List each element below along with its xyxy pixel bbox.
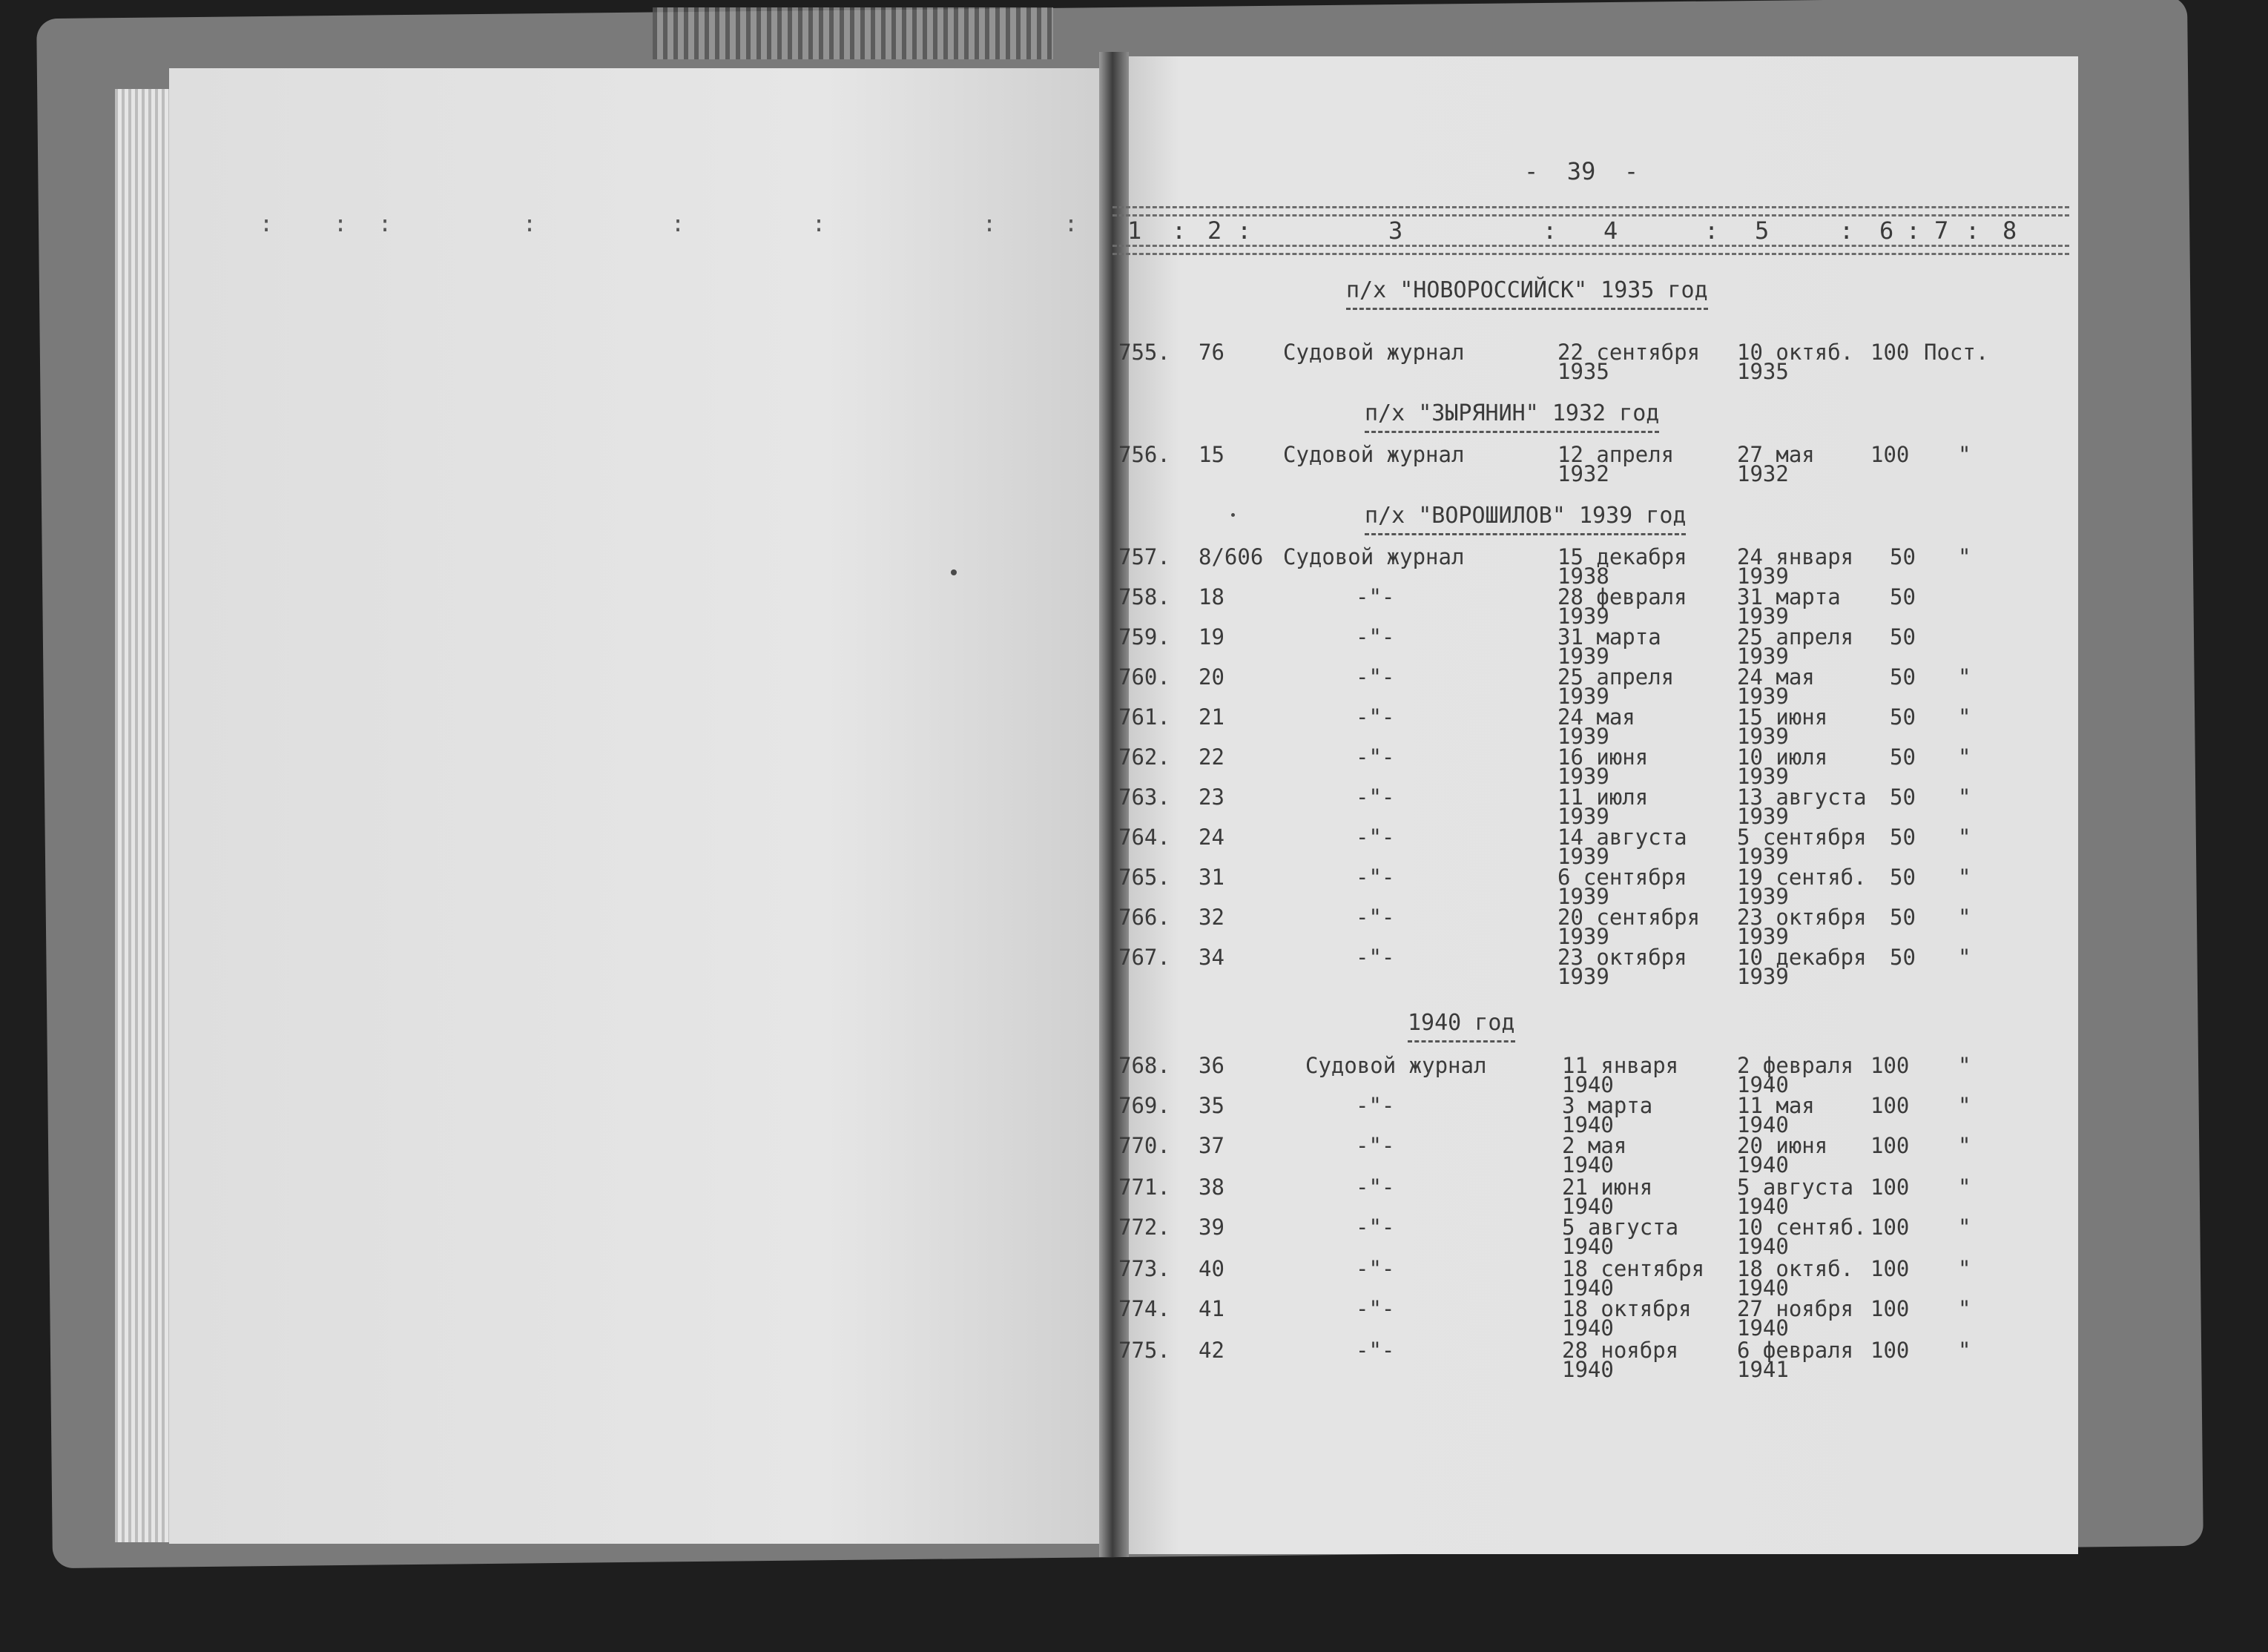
cell-item: 35	[1199, 1093, 1224, 1118]
cell-num: 772.	[1118, 1215, 1170, 1240]
cell-start: 5 августа 1940	[1562, 1215, 1679, 1259]
cell-end: 10 июля 1939	[1737, 744, 1828, 789]
cell-end: 13 августа 1939	[1737, 784, 1867, 829]
cell-start: 20 сентября 1939	[1557, 905, 1701, 949]
cell-sheets: 100	[1870, 442, 1910, 467]
column-header: :	[1237, 217, 1252, 245]
cell-note: "	[1958, 945, 1971, 970]
cell-end: 11 мая 1940	[1737, 1093, 1815, 1137]
cell-num: 773.	[1118, 1256, 1170, 1281]
cell-sheets: 100	[1870, 1296, 1910, 1321]
cell-start: 28 ноября 1940	[1562, 1338, 1679, 1382]
cell-sheets: 100	[1870, 1256, 1910, 1281]
cell-note: "	[1958, 784, 1971, 810]
cell-num: 766.	[1118, 905, 1170, 930]
cell-sheets: 100	[1870, 1053, 1910, 1078]
cell-item: 37	[1199, 1133, 1224, 1158]
cell-sheets: 100	[1870, 1174, 1910, 1200]
cell-start: 24 мая 1939	[1557, 704, 1635, 749]
cell-note: "	[1958, 1133, 1971, 1158]
section-title: п/х "ВОРОШИЛОВ" 1939 год	[1365, 503, 1686, 535]
cell-item: 22	[1199, 744, 1224, 770]
cell-note: "	[1958, 825, 1971, 850]
section-title: 1940 год	[1408, 1010, 1515, 1043]
cell-title: -"-	[1356, 905, 1395, 930]
cell-num: 758.	[1118, 584, 1170, 609]
cell-note: "	[1958, 1053, 1971, 1078]
cell-sheets: 100	[1870, 1133, 1910, 1158]
cell-start: 28 февраля 1939	[1557, 584, 1687, 629]
header-rule-top	[1112, 206, 2069, 217]
cell-end: 15 июня 1939	[1737, 704, 1828, 749]
cell-num: 759.	[1118, 624, 1170, 650]
cell-item: 20	[1199, 664, 1224, 690]
cell-start: 22 сентября 1935	[1557, 340, 1701, 384]
column-separator: :	[1064, 211, 1078, 237]
cell-sheets: 50	[1890, 624, 1916, 650]
cell-num: 755.	[1118, 340, 1170, 365]
cell-num: 757.	[1118, 544, 1170, 569]
cell-note: "	[1958, 1296, 1971, 1321]
cell-start: 12 апреля 1932	[1557, 442, 1675, 486]
cell-title: -"-	[1356, 584, 1395, 609]
cell-item: 42	[1199, 1338, 1224, 1363]
cell-title: -"-	[1356, 1133, 1395, 1158]
cell-end: 10 декабря 1939	[1737, 945, 1867, 989]
column-separator: :	[334, 211, 348, 237]
cell-title: -"-	[1356, 664, 1395, 690]
cell-start: 21 июня 1940	[1562, 1174, 1653, 1219]
cell-title: Судовой журнал	[1283, 340, 1465, 365]
cell-item: 8/606	[1199, 544, 1264, 569]
cell-note: "	[1958, 1174, 1971, 1200]
section-title: п/х "ЗЫРЯНИН" 1932 год	[1365, 400, 1659, 433]
cell-num: 774.	[1118, 1296, 1170, 1321]
cell-item: 15	[1199, 442, 1224, 467]
cell-title: -"-	[1356, 825, 1395, 850]
cell-title: -"-	[1356, 1338, 1395, 1363]
cell-title: -"-	[1356, 1296, 1395, 1321]
cell-sheets: 50	[1890, 584, 1916, 609]
cell-note: "	[1958, 1256, 1971, 1281]
cell-sheets: 100	[1870, 1215, 1910, 1240]
cell-end: 24 января 1939	[1737, 544, 1854, 589]
cell-num: 763.	[1118, 784, 1170, 810]
cell-start: 25 апреля 1939	[1557, 664, 1675, 709]
cell-num: 762.	[1118, 744, 1170, 770]
column-header: :	[1906, 217, 1921, 245]
cell-end: 31 марта 1939	[1737, 584, 1841, 629]
column-header: 3	[1388, 217, 1403, 245]
cell-end: 27 ноября 1940	[1737, 1296, 1854, 1341]
column-header: 2	[1207, 217, 1222, 245]
cell-item: 41	[1199, 1296, 1224, 1321]
cell-end: 24 мая 1939	[1737, 664, 1815, 709]
cell-sheets: 50	[1890, 544, 1916, 569]
cell-item: 31	[1199, 865, 1224, 890]
cell-num: 769.	[1118, 1093, 1170, 1118]
column-separator: :	[983, 211, 997, 237]
cell-item: 18	[1199, 584, 1224, 609]
cell-title: -"-	[1356, 1174, 1395, 1200]
cell-sheets: 50	[1890, 744, 1916, 770]
cell-num: 768.	[1118, 1053, 1170, 1078]
column-header: 4	[1603, 217, 1618, 245]
cell-start: 23 октября 1939	[1557, 945, 1687, 989]
cell-start: 3 марта 1940	[1562, 1093, 1653, 1137]
ink-spot	[951, 569, 957, 575]
cell-end: 6 февраля 1941	[1737, 1338, 1854, 1382]
cell-item: 19	[1199, 624, 1224, 650]
cell-item: 21	[1199, 704, 1224, 730]
cell-start: 18 сентября 1940	[1562, 1256, 1705, 1301]
cell-sheets: 50	[1890, 704, 1916, 730]
cell-title: -"-	[1356, 1256, 1395, 1281]
cell-end: 27 мая 1932	[1737, 442, 1815, 486]
column-separator: :	[378, 211, 392, 237]
cell-end: 5 августа 1940	[1737, 1174, 1854, 1219]
cell-note: "	[1958, 544, 1971, 569]
column-header: 1	[1127, 217, 1142, 245]
column-header: :	[1965, 217, 1980, 245]
cell-num: 764.	[1118, 825, 1170, 850]
cell-num: 767.	[1118, 945, 1170, 970]
cell-end: 19 сентяб. 1939	[1737, 865, 1867, 909]
cell-title: -"-	[1356, 1215, 1395, 1240]
cell-title: Судовой журнал	[1283, 544, 1465, 569]
cell-sheets: 50	[1890, 945, 1916, 970]
cell-note: "	[1958, 865, 1971, 890]
cell-title: -"-	[1356, 1093, 1395, 1118]
column-separator: :	[523, 211, 537, 237]
cell-end: 25 апреля 1939	[1737, 624, 1854, 669]
cell-note: "	[1958, 1215, 1971, 1240]
cell-num: 770.	[1118, 1133, 1170, 1158]
cell-item: 36	[1199, 1053, 1224, 1078]
cell-start: 18 октября 1940	[1562, 1296, 1692, 1341]
cell-item: 38	[1199, 1174, 1224, 1200]
cell-start: 31 марта 1939	[1557, 624, 1661, 669]
cell-sheets: 100	[1870, 1338, 1910, 1363]
column-header: 7	[1934, 217, 1949, 245]
cell-start: 11 января 1940	[1562, 1053, 1679, 1097]
left-page	[169, 68, 1105, 1544]
cell-item: 34	[1199, 945, 1224, 970]
cell-title: -"-	[1356, 624, 1395, 650]
cell-item: 76	[1199, 340, 1224, 365]
cell-sheets: 50	[1890, 825, 1916, 850]
cell-item: 32	[1199, 905, 1224, 930]
cell-note: "	[1958, 1093, 1971, 1118]
cell-title: -"-	[1356, 945, 1395, 970]
cell-item: 39	[1199, 1215, 1224, 1240]
page-number: - 39 -	[1524, 157, 1639, 185]
cell-num: 760.	[1118, 664, 1170, 690]
cell-sheets: 50	[1890, 905, 1916, 930]
cell-title: -"-	[1356, 865, 1395, 890]
column-separator: :	[260, 211, 274, 237]
cell-end: 2 февраля 1940	[1737, 1053, 1854, 1097]
column-header: :	[1172, 217, 1187, 245]
cell-title: -"-	[1356, 744, 1395, 770]
cell-end: 10 сентяб. 1940	[1737, 1215, 1867, 1259]
cell-item: 40	[1199, 1256, 1224, 1281]
column-header: :	[1704, 217, 1719, 245]
cell-num: 771.	[1118, 1174, 1170, 1200]
cell-num: 775.	[1118, 1338, 1170, 1363]
column-header: 5	[1755, 217, 1770, 245]
cell-end: 18 октяб. 1940	[1737, 1256, 1854, 1301]
cell-item: 23	[1199, 784, 1224, 810]
column-header: 6	[1879, 217, 1894, 245]
cell-start: 14 августа 1939	[1557, 825, 1687, 869]
cell-note: "	[1958, 442, 1971, 467]
cell-sheets: 100	[1870, 1093, 1910, 1118]
cell-note: "	[1958, 664, 1971, 690]
cell-note: "	[1958, 704, 1971, 730]
column-separator: :	[812, 211, 826, 237]
cell-end: 10 октяб. 1935	[1737, 340, 1854, 384]
cell-start: 11 июля 1939	[1557, 784, 1649, 829]
cell-sheets: 50	[1890, 784, 1916, 810]
cell-start: 2 мая 1940	[1562, 1133, 1627, 1177]
binding-clip	[653, 7, 1053, 59]
column-header: 8	[2002, 217, 2017, 245]
cell-title: -"-	[1356, 784, 1395, 810]
cell-sheets: 50	[1890, 865, 1916, 890]
cell-title: Судовой журнал	[1283, 442, 1465, 467]
cell-note: "	[1958, 1338, 1971, 1363]
header-rule-bottom	[1112, 245, 2069, 255]
cell-num: 765.	[1118, 865, 1170, 890]
cell-num: 756.	[1118, 442, 1170, 467]
column-header: :	[1543, 217, 1557, 245]
cell-sheets: 50	[1890, 664, 1916, 690]
cell-note: Пост.	[1924, 340, 1989, 365]
cell-end: 5 сентября 1939	[1737, 825, 1867, 869]
cell-note: "	[1958, 744, 1971, 770]
cell-start: 6 сентября 1939	[1557, 865, 1687, 909]
cell-note: "	[1958, 905, 1971, 930]
cell-end: 23 октября 1939	[1737, 905, 1867, 949]
cell-start: 16 июня 1939	[1557, 744, 1649, 789]
cell-title: Судовой журнал	[1305, 1053, 1487, 1078]
cell-title: -"-	[1356, 704, 1395, 730]
ink-spot	[1231, 513, 1235, 517]
column-header: :	[1839, 217, 1854, 245]
cell-end: 20 июня 1940	[1737, 1133, 1828, 1177]
cell-item: 24	[1199, 825, 1224, 850]
section-title: п/х "НОВОРОССИЙСК" 1935 год	[1346, 277, 1708, 310]
cell-start: 15 декабря 1938	[1557, 544, 1687, 589]
column-separator: :	[671, 211, 685, 237]
cell-sheets: 100	[1870, 340, 1910, 365]
cell-num: 761.	[1118, 704, 1170, 730]
